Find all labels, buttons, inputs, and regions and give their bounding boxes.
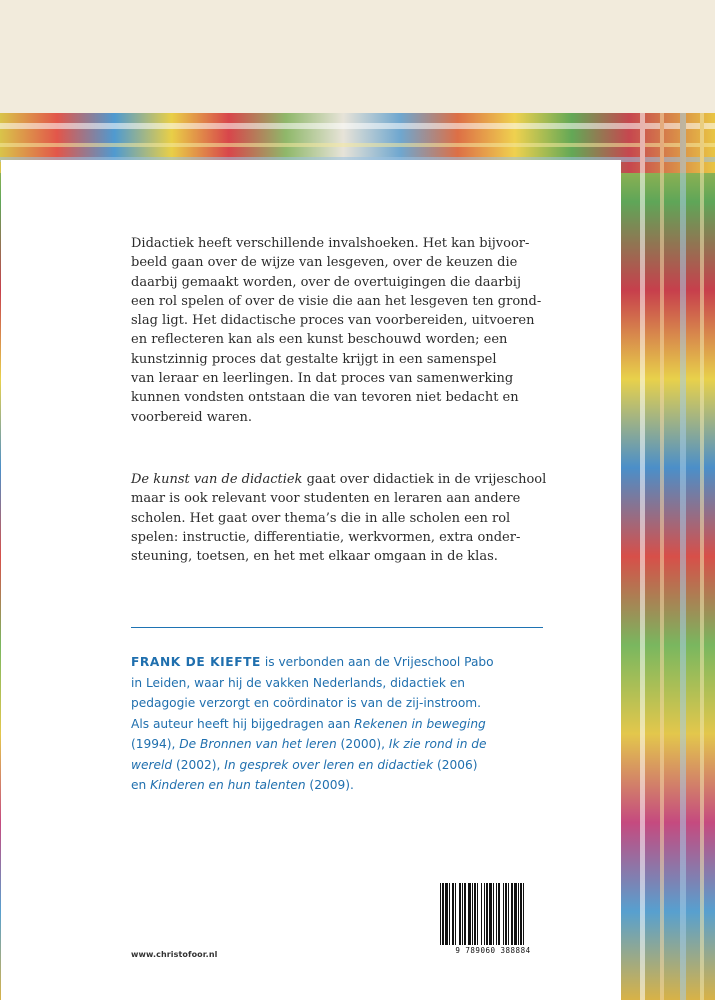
bio-line: in Leiden, waar hij de vakken Nederlands, didactiek en <box>131 675 465 690</box>
barcode-bar <box>462 883 463 945</box>
barcode-bar <box>481 883 482 945</box>
description-line: kunstzinnig proces dat gestalte krijgt in een samenspel <box>131 351 497 367</box>
barcode-bar <box>520 883 522 945</box>
author-bio <box>131 652 551 796</box>
book-description <box>131 234 551 427</box>
description-line: slag ligt. Het didactische proces van voorbereiden, uitvoeren <box>131 313 535 329</box>
description-line: een rol spelen of over de visie die aan het lesgeven ten grond- <box>131 293 542 309</box>
relevance-text: gaat over didactiek in de vrijeschool <box>302 472 547 487</box>
bio-text: en <box>131 778 151 792</box>
barcode-bar <box>452 883 454 945</box>
isbn-barcode <box>436 883 549 963</box>
barcode-bar <box>489 883 492 945</box>
isbn-number: 9 789060 388884 <box>455 946 531 955</box>
relevance-line <box>131 470 551 489</box>
barcode-bar <box>484 883 485 945</box>
divider-rule <box>131 627 543 628</box>
publication-title: Ik zie rond in de <box>388 737 487 751</box>
description-line: van leraar en leerlingen. In dat proces van samenwerking <box>131 371 514 387</box>
description-line: kunnen vondsten ontstaan die van tevoren niet bedacht en <box>131 390 519 406</box>
barcode-bar <box>445 883 448 945</box>
bio-text: (1994), <box>131 737 180 751</box>
barcode-bar <box>523 883 524 945</box>
bio-text: (2002), <box>172 757 225 772</box>
publication-title: Kinderen en hun talenten <box>150 778 306 792</box>
barcode-bar <box>493 883 494 945</box>
publication-title: De Bronnen van het leren <box>179 737 337 751</box>
relevance-line: spelen: instructie, differentiatie, werkvormen, extra onder- <box>131 529 521 545</box>
publisher-website: www.christofoor.nl <box>131 950 218 959</box>
description-line: voorbereid waren. <box>131 409 253 425</box>
barcode-bar <box>464 883 466 945</box>
book-relevance-paragraph <box>131 470 551 566</box>
publication-title: Rekenen in beweging <box>354 716 486 731</box>
barcode-bar <box>442 883 444 945</box>
barcode-bar <box>518 883 519 945</box>
bio-text: is verbonden aan de Vrijeschool Pabo <box>260 655 494 669</box>
bio-text: (2009). <box>305 778 354 792</box>
description-line: beeld gaan over de wijze van lesgeven, over de keuzen die <box>131 255 518 271</box>
bio-line <box>131 755 551 776</box>
barcode-bar <box>511 883 513 945</box>
barcode-bar <box>474 883 476 945</box>
bio-line <box>131 714 551 735</box>
barcode-bar <box>508 883 509 945</box>
bio-line <box>131 775 551 796</box>
bio-text: (2006) <box>433 757 478 772</box>
bio-text: (2000), <box>336 737 389 751</box>
bio-line <box>131 734 551 755</box>
barcode-bar <box>472 883 473 945</box>
relevance-line: steuning, toetsen, en het met elkaar omgaan in de klas. <box>131 549 498 565</box>
description-line: Didactiek heeft verschillende invalshoeken. Het kan bijvoor- <box>131 236 530 251</box>
bio-text: Als auteur heeft hij bijgedragen aan <box>131 716 355 731</box>
barcode-bar <box>505 883 507 945</box>
barcode-bar <box>486 883 488 945</box>
bio-line: pedagogie verzorgt en coördinator is van de zij-instroom. <box>131 696 482 710</box>
barcode-bar <box>496 883 497 945</box>
barcode-icon <box>439 883 547 945</box>
barcode-bar <box>503 883 504 945</box>
description-line: daarbij gemaakt worden, over de overtuigingen die daarbij <box>131 274 521 290</box>
barcode-bar <box>459 883 461 945</box>
publication-title: wereld <box>131 757 173 772</box>
barcode-bar <box>455 883 456 945</box>
bio-line <box>131 652 551 673</box>
description-line: en reflecteren kan als een kunst beschouwd worden; een <box>131 332 508 348</box>
book-title: De kunst van de didactiek <box>131 472 303 487</box>
relevance-line: maar is ook relevant voor studenten en leraren aan andere <box>131 491 521 507</box>
publication-title: In gesprek over leren en didactiek <box>224 757 434 772</box>
barcode-bar <box>514 883 517 945</box>
barcode-bar <box>440 883 441 945</box>
barcode-bar <box>468 883 471 945</box>
barcode-bar <box>449 883 450 945</box>
relevance-line: scholen. Het gaat over thema’s die in alle scholen een rol <box>131 510 511 526</box>
barcode-bar <box>498 883 500 945</box>
author-name: FRANK DE KIEFTE <box>131 655 261 669</box>
barcode-bar <box>477 883 478 945</box>
